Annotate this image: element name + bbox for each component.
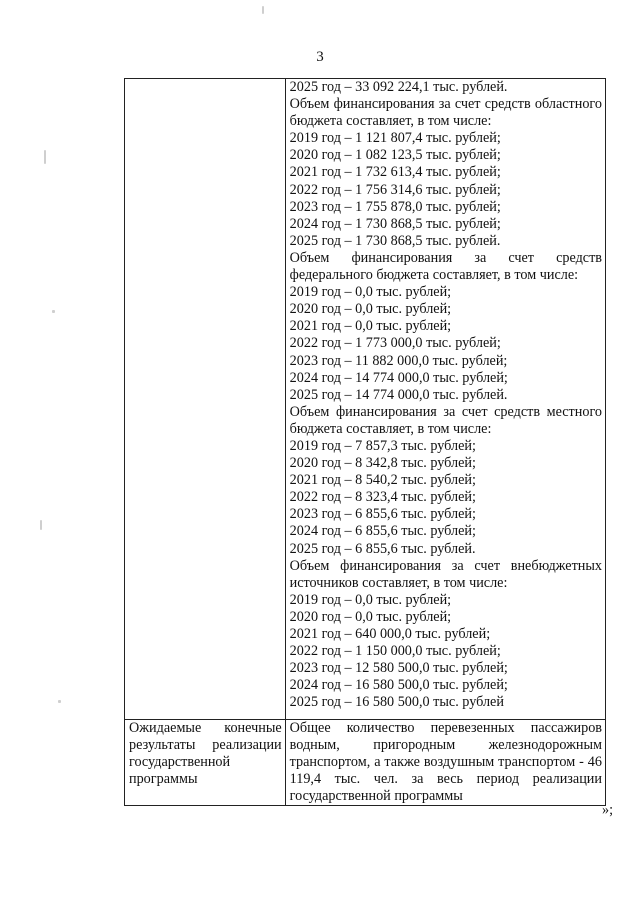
scan-artifact <box>40 520 42 530</box>
funding-line: 2025 год – 33 092 224,1 тыс. рублей. <box>289 79 508 95</box>
extrabudgetary-heading: Объем финансирования за счет внебюджетных источников составляет, в том числе: <box>289 557 602 591</box>
funding-line: 2021 год – 0,0 тыс. рублей; <box>289 318 452 335</box>
funding-line: 2025 год – 14 774 000,0 тыс. рублей. <box>289 386 508 403</box>
local-budget-heading: Объем финансирования за счет средств местного бюджета составляет, в том числе: <box>289 403 602 437</box>
closing-quote-mark: »; <box>602 802 614 818</box>
funding-line: 2024 год – 14 774 000,0 тыс. рублей; <box>289 369 508 386</box>
funding-line: 2023 год – 1 755 878,0 тыс. рублей; <box>289 198 501 215</box>
scan-artifact <box>52 310 55 313</box>
regional-budget-heading: Объем финансирования за счет средств областного бюджета составляет, в том числе: <box>289 96 602 130</box>
funding-line: 2024 год – 6 855,6 тыс. рублей; <box>289 523 476 540</box>
funding-line: 2022 год – 1 150 000,0 тыс. рублей; <box>289 643 501 660</box>
funding-line: 2023 год – 6 855,6 тыс. рублей; <box>289 506 476 523</box>
funding-line: 2022 год – 1 756 314,6 тыс. рублей; <box>289 181 501 198</box>
funding-line: 2021 год – 1 732 613,4 тыс. рублей; <box>289 164 501 181</box>
program-passport-table <box>124 78 606 806</box>
table-row-funding <box>125 79 606 720</box>
results-label: Ожидаемые конечные результаты реализации государственной программы <box>125 720 286 806</box>
federal-budget-heading: Объем финансирования за счет средств федерального бюджета составляет, в том числе: <box>289 249 602 284</box>
scan-artifact <box>58 700 61 703</box>
funding-line: 2023 год – 12 580 500,0 тыс. рублей; <box>289 660 508 677</box>
funding-line: 2024 год – 1 730 868,5 тыс. рублей; <box>289 215 501 232</box>
funding-line: 2019 год – 7 857,3 тыс. рублей; <box>289 437 476 454</box>
funding-line: 2019 год – 0,0 тыс. рублей; <box>289 284 452 301</box>
funding-line: 2024 год – 16 580 500,0 тыс. рублей; <box>289 677 508 694</box>
funding-line: 2019 год – 1 121 807,4 тыс. рублей; <box>289 130 501 147</box>
table-row-results <box>125 720 606 806</box>
funding-line: 2021 год – 640 000,0 тыс. рублей; <box>289 626 491 642</box>
scan-artifact <box>262 6 264 14</box>
funding-line: 2019 год – 0,0 тыс. рублей; <box>289 591 452 608</box>
funding-line: 2025 год – 1 730 868,5 тыс. рублей. <box>289 232 501 249</box>
funding-line: 2020 год – 0,0 тыс. рублей; <box>289 301 452 318</box>
funding-line: 2022 год – 1 773 000,0 тыс. рублей; <box>289 335 501 352</box>
funding-line: 2020 год – 8 342,8 тыс. рублей; <box>289 455 476 472</box>
results-text: Общее количество перевезенных пассажиров водным, пригородным железнодорожным транспортом, а также воздушным транспортом - 46 119,4 тыс. чел. за весь период реализации государственной программы <box>285 720 605 806</box>
scan-artifact <box>44 150 46 164</box>
funding-line: 2020 год – 1 082 123,5 тыс. рублей; <box>289 147 501 164</box>
funding-cell <box>285 79 605 720</box>
funding-line: 2021 год – 8 540,2 тыс. рублей; <box>289 472 476 489</box>
funding-line: 2025 год – 16 580 500,0 тыс. рублей <box>289 694 504 711</box>
funding-line: 2023 год – 11 882 000,0 тыс. рублей; <box>289 352 508 369</box>
funding-line: 2022 год – 8 323,4 тыс. рублей; <box>289 489 476 506</box>
funding-label-cell <box>125 79 286 720</box>
funding-line: 2025 год – 6 855,6 тыс. рублей. <box>289 540 476 557</box>
page-number: 3 <box>316 49 324 65</box>
funding-line: 2020 год – 0,0 тыс. рублей; <box>289 608 452 625</box>
